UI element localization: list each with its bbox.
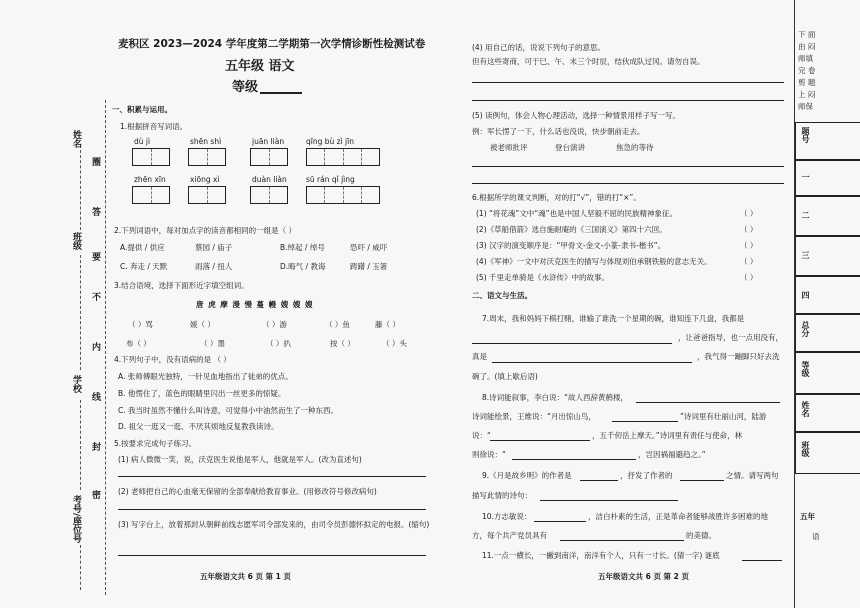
score-row-2: 二 [795,196,860,236]
char-grid[interactable] [188,148,226,166]
seal-char: 内 [92,343,102,353]
q3-blank[interactable]: （ ）游 [262,320,287,329]
char-grid[interactable] [306,186,380,204]
answer-line[interactable] [118,555,426,556]
q3-char-bank: 唐 虎 摩 漫 慢 蔓 幔 嫂 嫂 嫂 [196,300,314,309]
char-grid[interactable] [250,148,288,166]
char-grid[interactable] [188,186,226,204]
q8-line-c: ”诗词里有壮丽山河，陆游 [680,412,767,421]
seal-char: 封 [92,443,102,453]
level-label: 等级 [232,80,259,95]
q4-option: B. 他愣住了，蓝色的眼睛里闪出一丝更多的惊疑。 [118,389,286,398]
fill-blank[interactable] [492,362,692,363]
q8-line-b: 诗词能绘景，王维说：“月出惊山鸟， [472,412,596,421]
pinyin: qīng bù zì jīn [306,137,354,146]
pinyin: shēn shì [190,137,222,146]
q4-option: D. 祖父一逛又一逛、不厌其烦地反复教我读诗。 [118,422,279,431]
q7-line-b: ，让爸爸指导，也一点用没有， [678,333,783,342]
school-write-line[interactable] [80,400,81,490]
note-line: 师保 [798,102,813,111]
pinyin: xiōng xì [190,175,220,184]
page1-footer: 五年级语文共 6 页 第 1 页 [200,572,291,581]
fill-blank[interactable] [636,402,780,403]
score-total: 总分 [795,314,860,352]
q6-answer-box[interactable]: （ ） [740,241,758,250]
fill-blank[interactable] [540,500,678,501]
note-line: 由 闷 [798,42,816,51]
note-line: 师填 [798,54,813,63]
fill-blank[interactable] [742,560,782,561]
score-name: 姓名 [795,394,860,432]
q6-prompt: 6.根据所学的课文判断，对的打“√”，错的打“×”。 [472,193,641,202]
seal-char: 答 [92,208,102,218]
score-table-header: 题号 [795,122,860,160]
q4-option: A. 张师傅眼光独特，一针见血地指出了徒弟的优点。 [118,372,293,381]
fill-blank[interactable] [534,521,586,522]
section2-heading: 二、语文与生活。 [472,291,532,300]
fill-blank[interactable] [490,440,590,441]
q11: 11.一点一横长，一撇到南洋，南洋有个人，只有一寸长。(猜一字) 谜底 [482,551,720,560]
q2-option: D.晦气 / 教诲 [280,262,326,271]
score-class: 班级 [795,432,860,474]
q2-option: 雨落 / 扭人 [195,262,233,271]
pinyin: zhēn xīn [134,175,166,184]
pinyin: sū rán qǐ jìng [306,175,355,184]
q3-blank[interactable]: （ ）头 [382,339,407,348]
q6-answer-box[interactable]: （ ） [740,209,758,218]
q2-option: 恐吓 / 威吓 [350,243,388,252]
q6-answer-box[interactable]: （ ） [740,273,758,282]
q10-line-a: 10.方志敏说： [482,512,532,521]
score-level: 等级 [795,352,860,394]
q8-line-d: 说：“ [472,431,491,440]
note-line: 完 卷 [798,66,816,75]
score-row-4: 四 [795,276,860,314]
exam-no-write-line[interactable] [80,545,81,590]
fill-blank[interactable] [472,343,672,344]
q7-line-d: ，我气得一蹦脚只好去洗 [697,352,780,361]
char-grid[interactable] [250,186,288,204]
q3-prompt: 3.结合语境，选择下面形近字填空组词。 [114,281,249,290]
margin-exam-no-label: 考号/座位号 [71,495,81,544]
third-page-text: 语 [812,532,820,541]
q2-prompt: 2.下列词语中，每对加点字的读音都相同的一组是（ ） [114,226,297,235]
exam-title: 麦积区 2023—2024 学年度第二学期第一次学情诊断性检测试卷 [118,38,426,50]
q3-blank[interactable]: 按（ ） [330,339,355,348]
q3-blank[interactable]: 媛（ ） [190,320,215,329]
char-grid[interactable] [306,148,380,166]
q3-blank[interactable]: （ ）扒 [266,339,291,348]
q6-item: (1) “将花魂”文中“魂”也是中国人坚毅不屈的民族精神象征。 [476,209,678,218]
q3-blank[interactable]: 藤（ ） [375,320,400,329]
page2-footer: 五年级语文共 6 页 第 2 页 [598,572,689,581]
score-row-3: 三 [795,236,860,276]
char-grid[interactable] [132,186,170,204]
q3-blank[interactable]: 布（ ） [126,339,151,348]
answer-line[interactable] [472,82,784,83]
q5-2: (2) 老师把自己的心血毫无保留的全部奉献给教育事业。(用修改符号修改病句) [118,487,377,496]
margin-class-label: 班级 [71,232,81,250]
seal-line [105,100,106,595]
q3-blank[interactable]: （ ）骂 [128,320,153,329]
margin-name-label: 姓名 [71,130,81,148]
fill-blank[interactable] [580,480,618,481]
note-line: 下 面 [798,30,816,39]
q5-1: (1) 病人微微一笑，说，沃克医生说他是军人，他就是军人。(改为直述句) [118,455,362,464]
answer-line[interactable] [118,476,426,477]
q1-prompt: 1.根据拼音写词语。 [120,122,188,131]
q8-line-f: 则徐说：“ [472,450,506,459]
q2-option: B.绰起 / 绰号 [280,243,325,252]
third-page-heading: 五年 [800,512,815,521]
fill-blank[interactable] [560,540,684,541]
fill-blank[interactable] [512,459,636,460]
margin-school-label: 学校 [71,375,81,393]
fill-blank[interactable] [680,480,724,481]
seal-char: 不 [92,293,102,303]
level-blank[interactable] [260,92,302,94]
class-write-line[interactable] [80,255,81,370]
q6-item: (2)《草船借箭》选自施耐庵的《三国演义》第四十六回。 [476,225,667,234]
pinyin: duàn liàn [252,175,287,184]
q5-3: (3) 写字台上，放着那封从朝鲜前线志愿军司令部发来的，由司令员彭德怀拟定的电报。(缩句) [118,520,430,529]
score-row-1: 一 [795,160,860,196]
q5-prompt: 5.按要求完成句子练习。 [114,439,197,448]
answer-line[interactable] [472,100,784,101]
pinyin: dù jì [134,137,151,146]
q2-option: 踌躇 / 玉箸 [350,262,388,271]
q10-line-d: 的美德。 [686,531,716,540]
q9-line-d: 描写此情的诗句： [472,491,532,500]
q9-line-b: ，抒发了作者的 [620,471,673,480]
q10-line-b: ，洁白朴素的生活，正是革命者能够战胜许多困难的地 [588,512,768,521]
q3-blank[interactable]: （ ）墨 [200,339,225,348]
answer-line[interactable] [118,509,426,510]
seal-char: 圈 [92,158,102,168]
q2-option: A.提供 / 供应 [120,243,165,252]
q7-line-a: 7.周末，我和妈妈下棋打赌，谁输了谁洗一个星期的碗，谁知连下几盘，我都是 [482,314,745,323]
q5-5-option: 焦急的等待 [616,143,654,152]
fill-blank[interactable] [612,421,678,422]
q4-prompt: 4.下列句子中，没有语病的是 （ ） [114,355,231,364]
note-line: 上 闷 [798,90,816,99]
seal-char: 线 [92,393,102,403]
q6-answer-box[interactable]: （ ） [740,257,758,266]
answer-line[interactable] [472,183,784,184]
q8-line-a: 8.诗词能叙事，李白说：“故人西辞黄鹤楼， [482,393,629,402]
name-write-line[interactable] [80,150,81,230]
q5-5: (5) 读例句，体会人物心理活动，选择一种情景用样子写一写。 [472,111,681,120]
q7-line-e: 碗了。(填上歇后语) [472,372,538,381]
q8-line-e: ，五千仞岳上摩天。”诗词里有责任与使命，林 [592,431,743,440]
q9-line-a: 9.《月是故乡明》的作者是 [482,471,572,480]
char-grid[interactable] [132,148,170,166]
q5-4: (4) 用自己的话，说说下列句子的意思。 [472,43,606,52]
q2-option: C. 奔走 / 天默 [120,262,168,271]
q5-5-example: 例：军长愣了一下，什么话也没说，快步朝前走去。 [472,127,645,136]
q6-item: (4)《军神》一文中对沃克医生的描写与体现刘伯承钢铁般的意志无关。 [476,257,712,266]
q5-5-option: 登台演讲 [555,143,585,152]
q6-item: (5) 千里走单骑是《水浒传》中的故事。 [476,273,610,282]
seal-char: 密 [92,491,102,501]
note-line: 剪 题 [798,78,816,87]
q8-line-g: ，岂因祸福避趋之。” [638,450,706,459]
q6-answer-box[interactable]: （ ） [740,225,758,234]
answer-line[interactable] [472,166,784,167]
grade-subject: 五年级 语文 [225,59,295,74]
q2-option: 蔡园 / 庙子 [195,243,233,252]
q7-line-c: 真是 [472,352,487,361]
q5-4-text: 但有这些寄商，可于巳、午、未三个时辰，结伙成队过冈。请勿自误。 [472,57,705,66]
q9-line-c: 之情。请写两句 [726,471,779,480]
q6-item: (3) 汉字的演变顺序是：“甲骨文-金文-小篆-隶书-楷书”。 [476,241,666,250]
section1-heading: 一、积累与运用。 [112,105,172,114]
q4-option: C. 我当时虽然不懂什么叫诗意，可觉得小中油然而生了一种东西。 [118,406,339,415]
q10-line-c: 方，每个共产党员具有 [472,531,547,540]
seal-char: 要 [92,253,102,263]
pinyin: juān liàn [252,137,285,146]
q5-5-option: 被老师批评 [490,143,528,152]
q3-blank[interactable]: （ ）鱼 [325,320,350,329]
